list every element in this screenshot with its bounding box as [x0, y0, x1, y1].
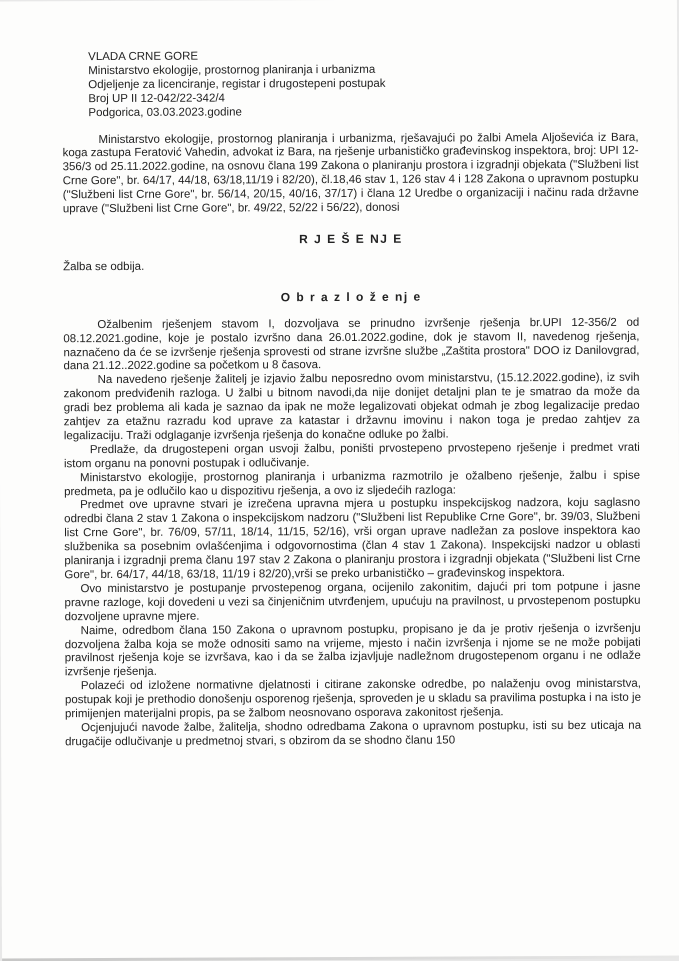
paragraph: Predlaže, da drugostepeni organ usvoji žalbu, poništi prvostepeno prvostepeno rješenje i predmet vrati istom organu na ponovni postupak i odlučivanje.: [63, 441, 640, 470]
paragraph: Polazeći od izložene normativne djelatnosti i citirane zakonske odredbe, po nalaženju ovog ministarstva, postupak koji je prethodio donošenju osporenog rješenja, sproveden je u skladu sa pravilima postupka i na isto je primijenjen materijalni propis, pa se žalbom neosnovano osporava zakonitost rješenja.: [64, 677, 641, 721]
paragraph: Ministarstvo ekologije, prostornog planiranja i urbanizma razmotrilo je ožalbeno rješenje, žalbu i spise predmeta, pa je odlučilo kao u dispozitivu rješenja, a ovo iz sljedećih razloga:: [64, 469, 641, 498]
letterhead-line: Broj UP II 12-042/22-342/4: [88, 92, 225, 105]
paragraph: Naime, odredbom člana 150 Zakona o upravnom postupku, propisano je da je protiv rješenja o izvršenju dozvoljena žalba koja se može odnositi samo na vrijeme, mjesto i način izvršenja i njome se ne može pobijati pravilnost rješenja koje se izvršava, kao i da se žalba izjavljuje nadležnom drugostepenom organu i ne odlaže izvršenje rješenja.: [64, 622, 641, 679]
paragraph: Ožalbenim rješenjem stavom I, dozvoljava se prinudno izvršenje rješenja br.UPI 12-356/2 od 08.12.2021.godine, koje je postalo izvršno dana 26.01.2022.godine, dok je stavom II, navedenog rješenja, naznačeno da će se izvršenje rješenja sprovesti od strane izvršne službe „Zaštita prostora" DOO iz Danilovgrad, dana 21.12..2022.godine sa početkom u 8 časova.: [63, 316, 640, 373]
ruling-text: Žalba se odbija.: [63, 260, 145, 274]
paragraph: Predmet ove upravne stvari je izrečena upravna mjera u postupku inspekcijskog nadzora, koju saglasno odredbi člana 2 stav 1 Zakona o inspekcijskom nadzoru ("Službeni list Republike Crne Gore", br. 39/03, Službeni list Crne Gore", br. 76/09, 57/11, 18/14, 11/15, 52/16), vrši organ uprave nadležan za poslove inspektora kao službenika sa posebnim ovlašćenjima i odgovornostima (član 4 stav 1 Zakona). Inspekcijski nadzor u oblasti planiranja i izgradnji prema članu 197 stav 2 Zakona o planiranju prostora i izgradnji objekata ("Službeni list Crne Gore", br. 64/17, 44/18, 63/18, 11/19 i 82/20),vrši se preko urbanističko – građevinskog inspektora.: [64, 497, 641, 582]
paragraph: Na navedeno rješenje žalitelj je izjavio žalbu neposredno ovom ministarstvu, (15.12.2022.godine), iz svih zakonom predviđenih razloga. U žalbi u bitnom navodi,da nije donijet detaljni plan te je smatrao da može da gradi bez problema ali kada je saznao da ipak ne može legalizovati objekat odmah je zbog legalizacije predao zahtjev za etažnu razradu kod uprave za katastar i državnu imovinu i nakon toga je predao zahtjev za legalizaciju. Traži odglaganje izvršenja rješenja do konačne odluke po žalbi.: [63, 372, 640, 443]
letterhead-line: VLADA CRNE GORE: [88, 50, 199, 64]
intro-paragraph: Ministarstvo ekologije, prostornog planiranja i urbanizma, rješavajući po žalbi Amela Aljoševića iz Bara, koga zastupa Feratović Vahedin, advokat iz Bara, na rješenje urbanističko građevinskog inspektora, broj: UPI 12-356/3 od 25.11.2022.godine, na osnovu člana 199 Zakona o planiranju prostora i izgradnji objekata ("Službeni list Crne Gore", br. 64/17, 44/18, 63/18,11/19 i 82/20), čl.18,46 stav 1, 126 stav 4 i 128 Zakona o upravnom postupku ("Službeni list Crne Gore", br. 56/14, 20/15, 40/16, 37/17) i člana 12 Uredbe o organizaciji i načinu rada državne uprave ("Službeni list Crne Gore", br. 49/22, 52/22 i 56/22), donosi: [62, 131, 639, 216]
letterhead-line: Odjeljenje za licenciranje, registar i drugostepeni postupak: [88, 77, 386, 91]
letterhead-line: Ministarstvo ekologije, prostornog planiranja i urbanizma: [88, 63, 376, 77]
ruling-heading: R J E Š E NJ E: [299, 231, 403, 247]
paragraph: Ocjenjujući navode žalbe, žalitelja, shodno odredbama Zakona o upravnom postupku, isti su bez uticaja na drugačije odlučivanje u predmetnoj stvari, s obzirom da se shodno članu 150: [65, 719, 642, 749]
explanation-heading: O b r a z l o ž e nj e: [280, 289, 422, 305]
explanation-paragraphs: [63, 316, 641, 750]
letterhead: [88, 49, 638, 121]
letterhead-line: Podgorica, 03.03.2023.godine: [88, 106, 242, 119]
paragraph: Ovo ministarstvo je postupanje prvostepenog organa, ocijenilo zakonitim, dajući pri tom potpune i jasne pravne razloge, koji dovedeni u vezi sa činjeničnim utvrđenjem, upućuju na pravilnost, u prvostepenom postupku dozvoljene upravne mjere.: [64, 580, 641, 623]
